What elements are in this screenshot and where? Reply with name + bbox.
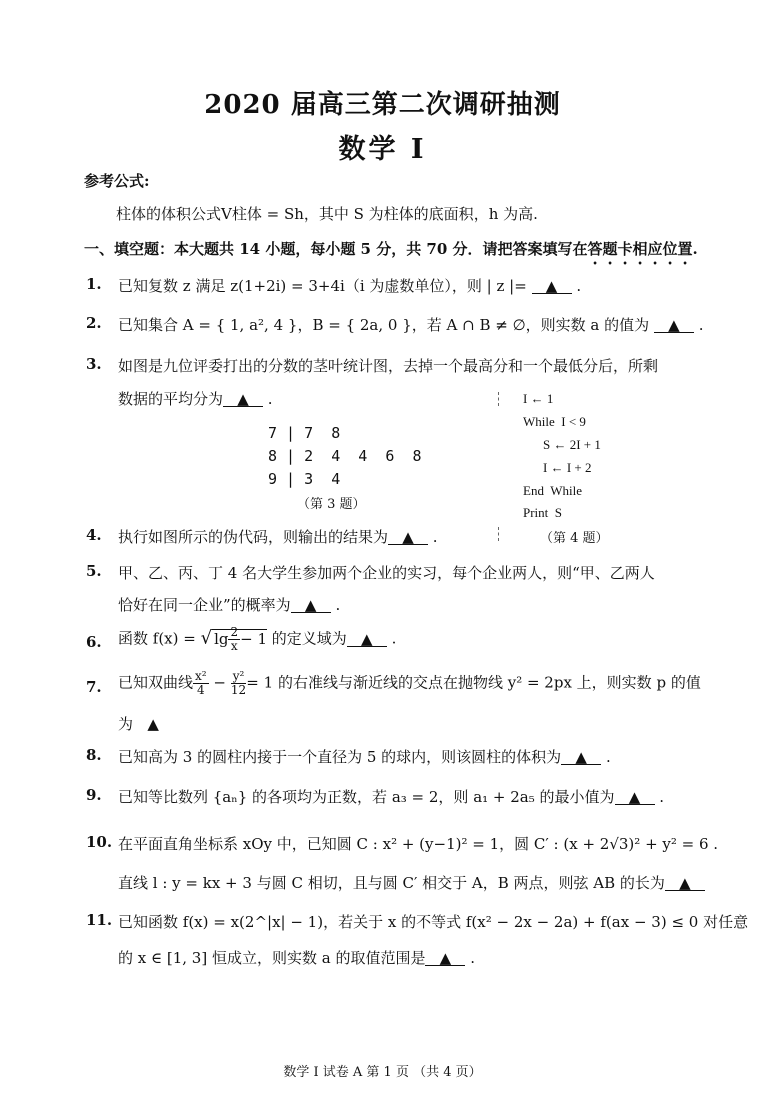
question-5-number: 5. (86, 562, 102, 580)
stem-leaf-row: 8 | 2 4 4 6 8 (268, 447, 422, 465)
question-9-end: . (654, 788, 665, 806)
question-4-number: 4. (86, 526, 102, 544)
question-6-fraction (228, 626, 240, 653)
answer-blank: ▲ (665, 876, 705, 891)
question-1-stem: 已知复数 z 满足 z(1+2i) = 3+4i（i 为虚数单位），则 | z |= (118, 277, 532, 295)
fraction-numerator: x² (195, 669, 207, 683)
question-9-number: 9. (86, 786, 102, 804)
answer-blank: ▲ (388, 530, 428, 545)
answer-blank: ▲ (654, 318, 694, 333)
question-10-number: 10. (86, 833, 113, 851)
fraction-denominator: 12 (230, 683, 247, 697)
question-1-number: 1. (86, 275, 102, 293)
question-7-line2 (118, 713, 159, 734)
fraction-denominator: x (230, 639, 238, 653)
question-9-stem: 已知等比数列 {aₙ} 的各项均为正数，若 a₃ = 2，则 a₁ + 2a₅ 的最小值为 (118, 788, 615, 806)
exam-subtitle: 数学 I (338, 134, 427, 165)
question-2-stem: 已知集合 A = { 1, a², 4 }，B = { 2a, 0 }，若 A ∩ B ≠ ∅，则实数 a 的值为 (118, 316, 654, 334)
page-footer: 数学 I 试卷 A 第 1 页 （共 4 页） (283, 1065, 482, 1080)
question-10-stem: 直线 l : y = kx + 3 与圆 C 相切，且与圆 C′ 相交于 A，B 两点，则弦 AB 的长为 (118, 874, 665, 892)
question-7-fraction-a (193, 670, 209, 697)
question-6-radicand (212, 625, 268, 653)
question-9-text (118, 786, 664, 807)
figure-4-caption: （第 4 题） (540, 531, 609, 546)
question-11-stem: 的 x ∈ [1, 3] 恒成立，则实数 a 的取值范围是 (118, 949, 426, 967)
stem-leaf-row: 7 | 7 8 (268, 424, 341, 442)
question-11-line2 (118, 947, 475, 968)
question-6-text (118, 626, 396, 653)
fraction-numerator: 2 (230, 625, 239, 639)
divider (498, 527, 500, 541)
divider (498, 392, 500, 406)
answer-blank: ▲ (291, 598, 331, 613)
question-8-text (118, 746, 611, 767)
question-7-text: 已知双曲线 $\frac{\text{x²}}{4}$ − $\frac{\text{y²}}{12}$ = 1 的右准线与渐近线的交点在抛物线 y² = 2px 上，则实数 p 的值 (118, 669, 701, 697)
fraction-numerator: y² (232, 669, 245, 683)
question-7-mid: = 1 的右准线与渐近线的交点在抛物线 y² = 2px 上，则实数 p 的值 (246, 673, 701, 692)
question-11-end: . (465, 949, 475, 967)
pseudocode-line: While I < 9 (523, 414, 586, 429)
formula-label: 参考公式: (84, 172, 150, 190)
pseudocode-line: End While (523, 483, 582, 498)
question-3-number: 3. (86, 355, 102, 373)
question-5-line2 (118, 594, 340, 615)
question-3-end: . (263, 390, 273, 408)
formula-text: 柱体的体积公式V柱体 = Sh，其中 S 为柱体的底面积，h 为高. (116, 205, 538, 223)
question-7-wei: 为 (118, 715, 134, 733)
question-5-stem: 恰好在同一企业”的概率为 (118, 596, 291, 614)
question-7-number: 7. (86, 678, 102, 696)
question-2-number: 2. (86, 314, 102, 332)
answer-blank: ▲ (532, 279, 572, 294)
answer-blank: ▲ (561, 750, 601, 765)
question-8-stem: 已知高为 3 的圆柱内接于一个直径为 5 的球内，则该圆柱的体积为 (118, 748, 562, 766)
question-1-text (118, 275, 581, 296)
question-8-number: 8. (86, 746, 102, 764)
section-heading-end: . (692, 240, 698, 258)
question-10-line1: 在平面直角坐标系 xOy 中，已知圆 C : x² + (y−1)² = 1，圆 C′ : (x + 2√3)² + y² = 6 . (118, 835, 719, 853)
answer-blank: ▲ (223, 392, 263, 407)
question-6-end: . (386, 629, 397, 648)
question-5-end: . (330, 596, 341, 614)
fraction-denominator: 4 (196, 683, 205, 697)
question-5-line1: 甲、乙、丙、丁 4 名大学生参加两个企业的实习，每个企业两人，则“甲、乙两人 (118, 564, 655, 582)
sqrt-icon: √ (200, 627, 213, 649)
pseudocode-line: Print S (523, 505, 563, 520)
exam-title: 2020 届高三第二次调研抽测 (204, 90, 561, 120)
question-6-minus: − 1 (240, 629, 268, 648)
answer-blank: ▲ (615, 790, 655, 805)
pseudocode-line: S ← 2I + 1 (543, 437, 601, 452)
answer-blank: ▲ (147, 715, 159, 733)
question-4-stem: 执行如图所示的伪代码，则输出的结果为 (118, 528, 389, 546)
question-3-stem: 数据的平均分为 (118, 390, 224, 408)
section-heading (84, 238, 698, 268)
question-4-text (118, 526, 438, 547)
question-2-text (118, 314, 703, 335)
pseudocode-line: I ← 1 (523, 391, 554, 406)
question-1-end: . (571, 277, 582, 295)
question-6-lg: lg (214, 629, 229, 648)
question-7-stem: 已知双曲线 (118, 673, 194, 692)
question-3-line1: 如图是九位评委打出的分数的茎叶统计图，去掉一个最高分和一个最低分后，所剩 (118, 357, 659, 375)
question-10-line2 (118, 872, 705, 893)
question-11-number: 11. (86, 911, 113, 929)
question-8-end: . (601, 748, 611, 766)
question-6-stem: 函数 f(x) = (118, 629, 201, 648)
question-6-number: 6. (86, 633, 102, 651)
pseudocode-line: I ← I + 2 (543, 460, 592, 475)
figure-3-caption: （第 3 题） (297, 497, 366, 512)
section-heading-text: 一、填空题：本大题共 14 小题，每小题 5 分，共 70 分．请把答案填写在 (84, 240, 588, 258)
question-2-end: . (693, 316, 704, 334)
section-heading-emphasis: 答题卡相应位置 (587, 240, 693, 258)
question-11-line1: 已知函数 f(x) = x(2^|x| − 1)，若关于 x 的不等式 f(x² − 2x − 2a) + f(ax − 3) ≤ 0 对任意 (118, 913, 749, 931)
answer-blank: ▲ (425, 951, 465, 966)
question-3-line2 (118, 388, 273, 409)
question-6-mid: 的定义域为 (271, 629, 347, 648)
question-7-fraction-b (231, 670, 247, 697)
stem-leaf-row: 9 | 3 4 (268, 470, 341, 488)
answer-blank: ▲ (347, 632, 387, 647)
question-4-end: . (428, 528, 438, 546)
